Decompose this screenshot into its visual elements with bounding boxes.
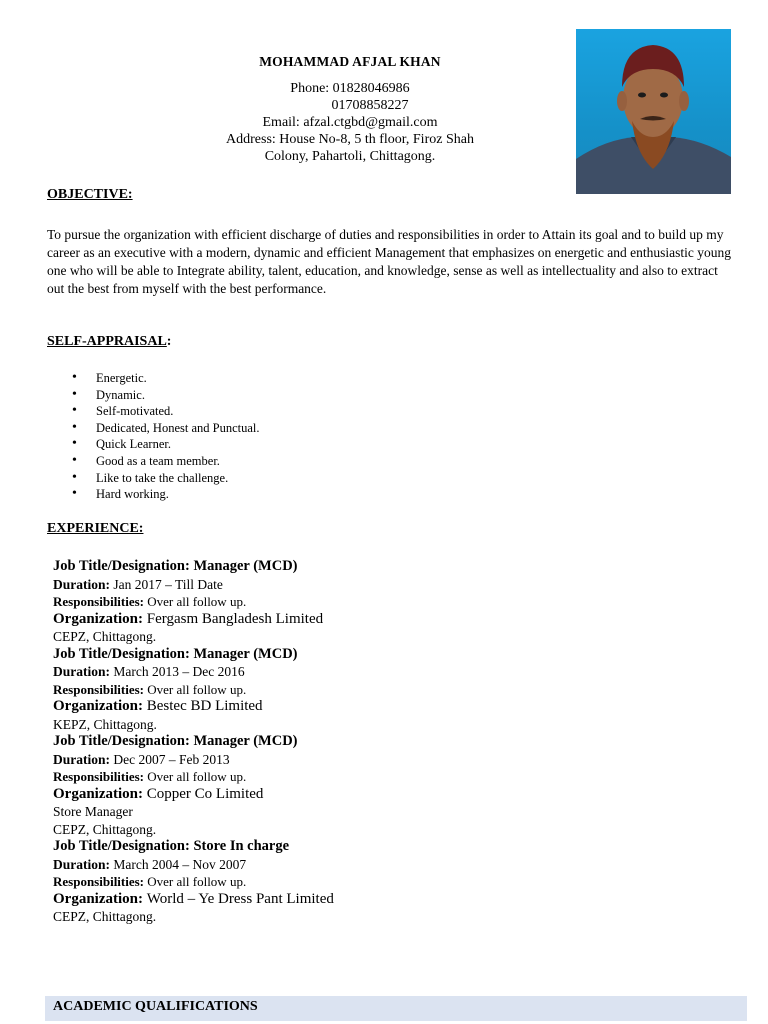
job-title-label: Job Title/Designation: xyxy=(53,558,194,574)
job-title-label: Job Title/Designation: xyxy=(53,838,194,854)
job-location: CEPZ, Chittagong. xyxy=(53,909,157,924)
address-line-2: Colony, Pahartoli, Chittagong. xyxy=(264,149,436,164)
responsibilities-value: Over all follow up. xyxy=(147,874,247,889)
job-designation: Store In charge xyxy=(193,838,290,854)
job-title xyxy=(53,558,553,576)
phone-line: Phone: 01828046986 xyxy=(290,81,410,96)
responsibilities-label: Responsibilities: xyxy=(53,681,148,697)
email-line: Email: afzal.ctgbd@gmail.com xyxy=(262,115,438,130)
academic-section-bar xyxy=(45,996,747,1021)
job-entry xyxy=(53,646,553,734)
job-duration xyxy=(53,576,553,594)
job-location: CEPZ, Chittagong. xyxy=(53,821,157,837)
job-role-note: Store Manager xyxy=(53,804,133,819)
job-designation: Manager (MCD) xyxy=(193,733,298,749)
responsibilities-value: Over all follow up. xyxy=(147,769,247,784)
experience-heading: EXPERIENCE: xyxy=(47,521,144,536)
job-duration xyxy=(53,856,553,874)
list-item: • Like to take the challenge. xyxy=(70,470,260,487)
portrait-illustration xyxy=(576,29,731,194)
organization-value: Fergasm Bangladesh Limited xyxy=(146,610,324,627)
self-appraisal-heading xyxy=(47,334,171,350)
contact-header xyxy=(200,53,500,165)
job-organization xyxy=(53,786,553,804)
responsibilities-value: Over all follow up. xyxy=(147,681,247,697)
list-item: • Dynamic. xyxy=(70,387,260,404)
job-duration xyxy=(53,663,553,681)
job-organization xyxy=(53,698,553,716)
duration-value: March 2004 – Nov 2007 xyxy=(113,856,247,872)
job-title xyxy=(53,646,553,664)
duration-value: Dec 2007 – Feb 2013 xyxy=(113,751,230,767)
job-title-label: Job Title/Designation: xyxy=(53,645,194,662)
phone-line-2: 01708858227 xyxy=(331,98,409,113)
job-entry xyxy=(53,733,553,838)
organization-value: World – Ye Dress Pant Limited xyxy=(146,890,334,907)
job-title xyxy=(53,838,553,856)
organization-value: Copper Co Limited xyxy=(146,785,264,802)
duration-label: Duration: xyxy=(53,576,114,592)
duration-value: March 2013 – Dec 2016 xyxy=(113,664,245,679)
job-title xyxy=(53,733,553,751)
objective-heading: OBJECTIVE: xyxy=(47,187,133,202)
list-item: • Self-motivated. xyxy=(70,403,260,420)
list-item: • Energetic. xyxy=(70,370,260,387)
organization-value: Bestec BD Limited xyxy=(146,698,263,714)
list-item: • Quick Learner. xyxy=(70,436,260,453)
job-designation: Manager (MCD) xyxy=(193,645,298,662)
job-responsibilities xyxy=(53,768,553,786)
candidate-name: MOHAMMAD AFJAL KHAN xyxy=(259,54,441,69)
job-duration xyxy=(53,751,553,769)
job-entry xyxy=(53,838,553,926)
self-appraisal-title: SELF-APPRAISAL xyxy=(47,334,167,349)
organization-label: Organization: xyxy=(53,698,147,714)
organization-label: Organization: xyxy=(53,610,147,627)
responsibilities-label: Responsibilities: xyxy=(53,594,148,609)
job-location: CEPZ, Chittagong. xyxy=(53,629,157,644)
job-designation: Manager (MCD) xyxy=(193,558,298,574)
list-item: • Good as a team member. xyxy=(70,453,260,470)
duration-label: Duration: xyxy=(53,751,114,767)
list-item: • Dedicated, Honest and Punctual. xyxy=(70,420,260,437)
academic-heading: ACADEMIC QUALIFICATIONS xyxy=(53,999,258,1014)
objective-paragraph: To pursue the organization with efficient discharge of duties and responsibilities in order to Attain its goal and to build up my career as an executive with a modern, dynamic and efficient Management that emphasizes on energetic and enthusiastic young one who will be able to Integrate ability, talent, education, and knowledge, sense as well as intellectuality and also to extract out the best from myself with the best performance. xyxy=(47,227,731,296)
job-responsibilities xyxy=(53,873,553,891)
duration-value: Jan 2017 – Till Date xyxy=(113,576,223,592)
responsibilities-label: Responsibilities: xyxy=(53,769,148,784)
responsibilities-value: Over all follow up. xyxy=(147,594,247,609)
job-organization xyxy=(53,611,553,629)
organization-label: Organization: xyxy=(53,785,147,802)
job-title-label: Job Title/Designation: xyxy=(53,733,194,749)
responsibilities-label: Responsibilities: xyxy=(53,874,148,889)
profile-photo xyxy=(576,29,731,194)
duration-label: Duration: xyxy=(53,664,114,679)
organization-label: Organization: xyxy=(53,890,147,907)
job-responsibilities xyxy=(53,681,553,699)
duration-label: Duration: xyxy=(53,856,114,872)
list-item: • Hard working. xyxy=(70,486,260,503)
experience-list xyxy=(53,558,553,926)
address-line: Address: House No-8, 5 th floor, Firoz Shah xyxy=(226,132,474,147)
job-entry xyxy=(53,558,553,646)
job-location: KEPZ, Chittagong. xyxy=(53,716,157,732)
job-responsibilities xyxy=(53,593,553,611)
job-organization xyxy=(53,891,553,909)
self-appraisal-list xyxy=(70,370,260,503)
self-appraisal-colon: : xyxy=(166,334,172,349)
